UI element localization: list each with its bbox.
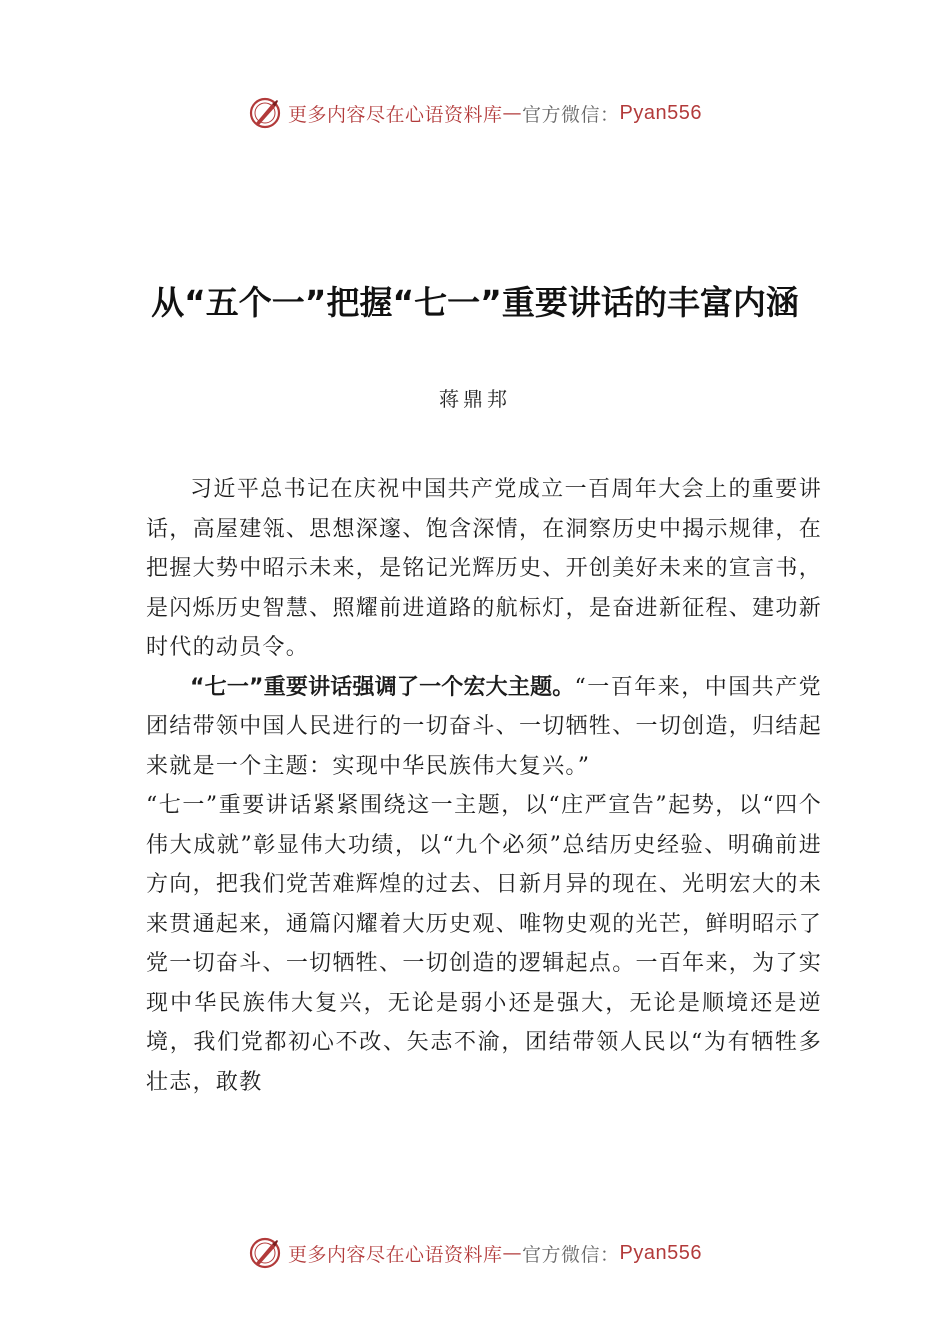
watermark-dash: — <box>502 1242 523 1264</box>
watermark-wechat-id: Pyan556 <box>619 1241 702 1264</box>
article-title: 从“五个一”把握“七一”重要讲话的丰富内涵 <box>151 283 799 322</box>
watermark-wechat-id: Pyan556 <box>619 101 702 124</box>
watermark-wechat-label: 官方微信： <box>522 1243 620 1266</box>
header-watermark <box>0 95 950 131</box>
paragraph-theme-heading: “七一”重要讲话强调了一个宏大主题。 <box>190 674 575 700</box>
quill-logo-icon <box>248 96 282 130</box>
paragraph-theme <box>146 668 822 787</box>
paragraph-continuation: “七一”重要讲话紧紧围绕这一主题，以“庄严宣告”起势，以“四个伟大成就”彰显伟大功绩，以“九个必须”总结历史经验、明确前进方向，把我们党苦难辉煌的过去、日新月异的现在、光明宏大的未来贯通起来，通篇闪耀着大历史观、唯物史观的光芒，鲜明昭示了党一切奋斗、一切牺牲、一切创造的逻辑起点。一百年来，为了实现中华民族伟大复兴，无论是弱小还是强大，无论是顺境还是逆境，我们党都初心不改、矢志不渝，团结带领人民以“为有牺牲多壮志，敢教 <box>146 793 822 1095</box>
article-author: 蒋鼎邦 <box>439 387 511 411</box>
footer-watermark <box>0 1235 950 1271</box>
paragraph-theme-quote: “一百年来，中国共产党团结带领中国人民进行的一切奋斗、一切牺牲、一切创造，归结起来就是一个主题：实现中华民族伟大复兴。” <box>146 674 822 779</box>
watermark-dash: — <box>502 102 523 124</box>
article-body <box>146 470 822 1102</box>
paragraph-intro: 习近平总书记在庆祝中国共产党成立一百周年大会上的重要讲话，高屋建瓴、思想深邃、饱含深情，在洞察历史中揭示规律，在把握大势中昭示未来，是铭记光辉历史、开创美好未来的宣言书，是闪烁历史智慧、照耀前进道路的航标灯，是奋进新征程、建功新时代的动员令。 <box>146 477 822 660</box>
watermark-text: 更多内容尽在心语资料库 <box>288 1243 503 1266</box>
watermark-wechat-label: 官方微信： <box>522 103 620 126</box>
watermark-text: 更多内容尽在心语资料库 <box>288 103 503 126</box>
quill-logo-icon <box>248 1236 282 1270</box>
